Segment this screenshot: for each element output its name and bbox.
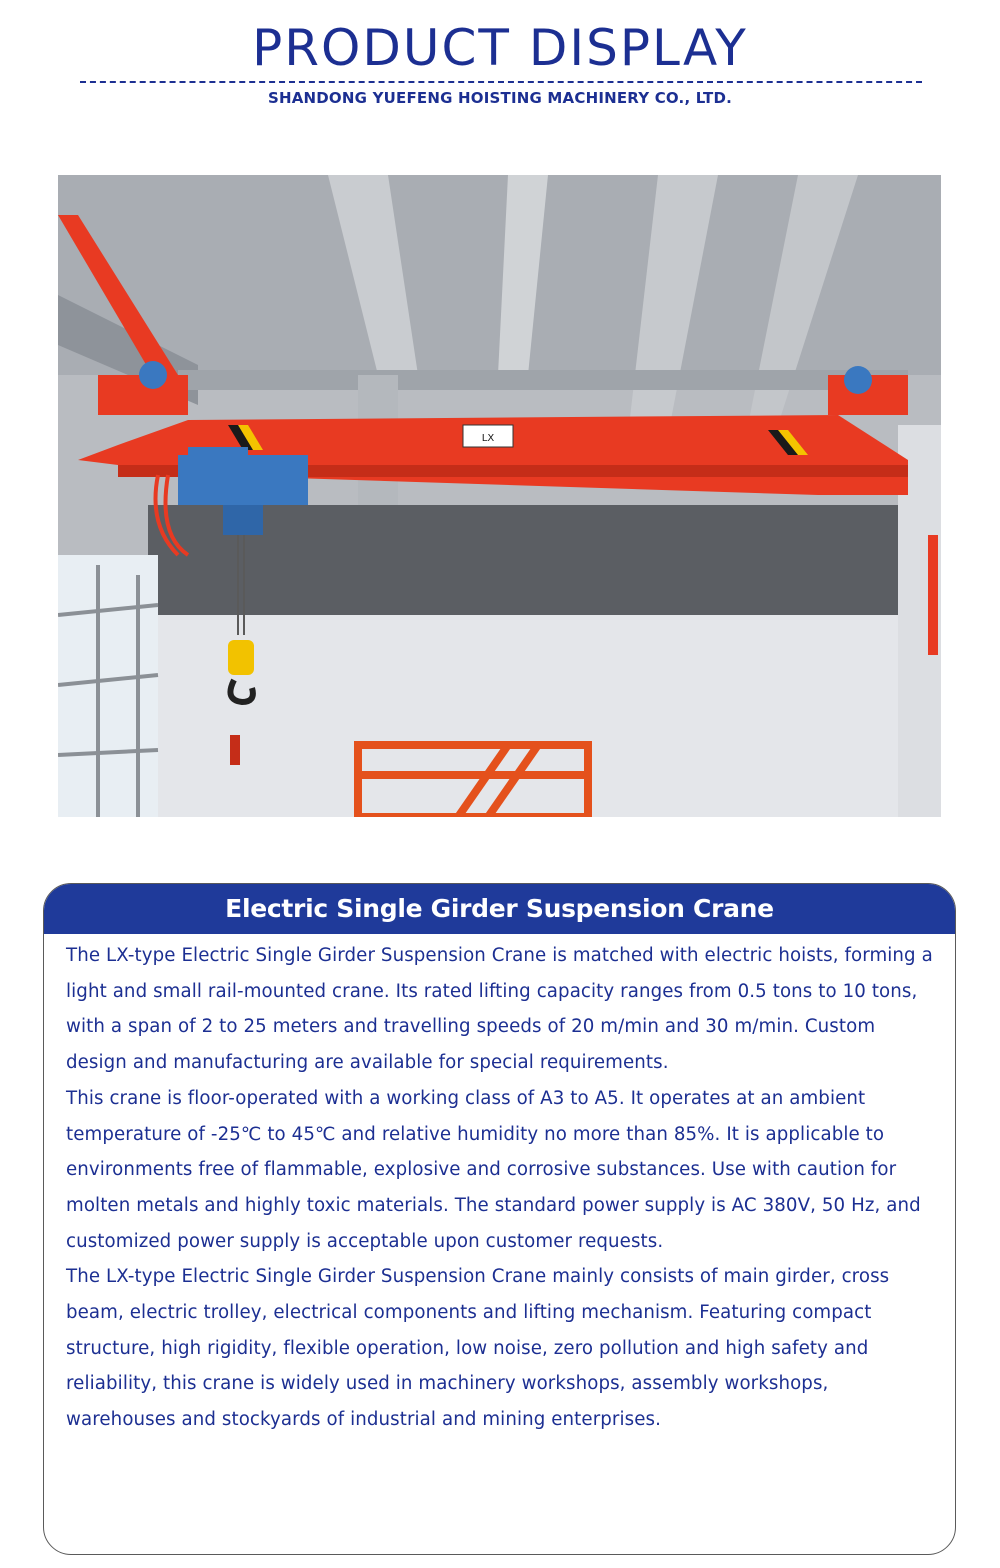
product-description-card — [43, 883, 956, 1555]
girder-label: LX — [481, 433, 495, 444]
description-paragraph: This crane is floor-operated with a working class of A3 to A5. It operates at an ambient temperature of -25℃ to 45℃ and relative humidity no more than 85%. It is applicable to environments free of flammable, explosive and corrosive substances. Use with caution for molten metals and highly toxic materials. The standard power supply is AC 380V, 50 Hz, and customized power supply is acceptable upon customer requests. — [66, 1087, 921, 1252]
page-title: PRODUCT DISPLAY — [252, 19, 748, 77]
description-paragraph: The LX-type Electric Single Girder Suspension Crane mainly consists of main girder, cross beam, electric trolley, electrical components and lifting mechanism. Featuring compact structure, high rigidity, flexible operation, low noise, zero pollution and high safety and reliability, this crane is widely used in machinery workshops, assembly workshops, warehouses and stockyards of industrial and mining enterprises. — [66, 1266, 890, 1431]
card-body — [44, 934, 955, 1438]
page-header — [0, 0, 1000, 130]
card-title: Electric Single Girder Suspension Crane — [44, 884, 955, 934]
company-name: SHANDONG YUEFENG HOISTING MACHINERY CO., LTD. — [267, 89, 733, 107]
crane-photo — [58, 175, 941, 817]
title-divider — [80, 81, 922, 83]
description-paragraph: The LX-type Electric Single Girder Suspension Crane is matched with electric hoists, forming a light and small rail-mounted crane. Its rated lifting capacity ranges from 0.5 tons to 10 tons, with a span of 2 to 25 meters and travelling speeds of 20 m/min and 30 m/min. Custom design and manufacturing are available for special requirements. — [66, 945, 933, 1074]
